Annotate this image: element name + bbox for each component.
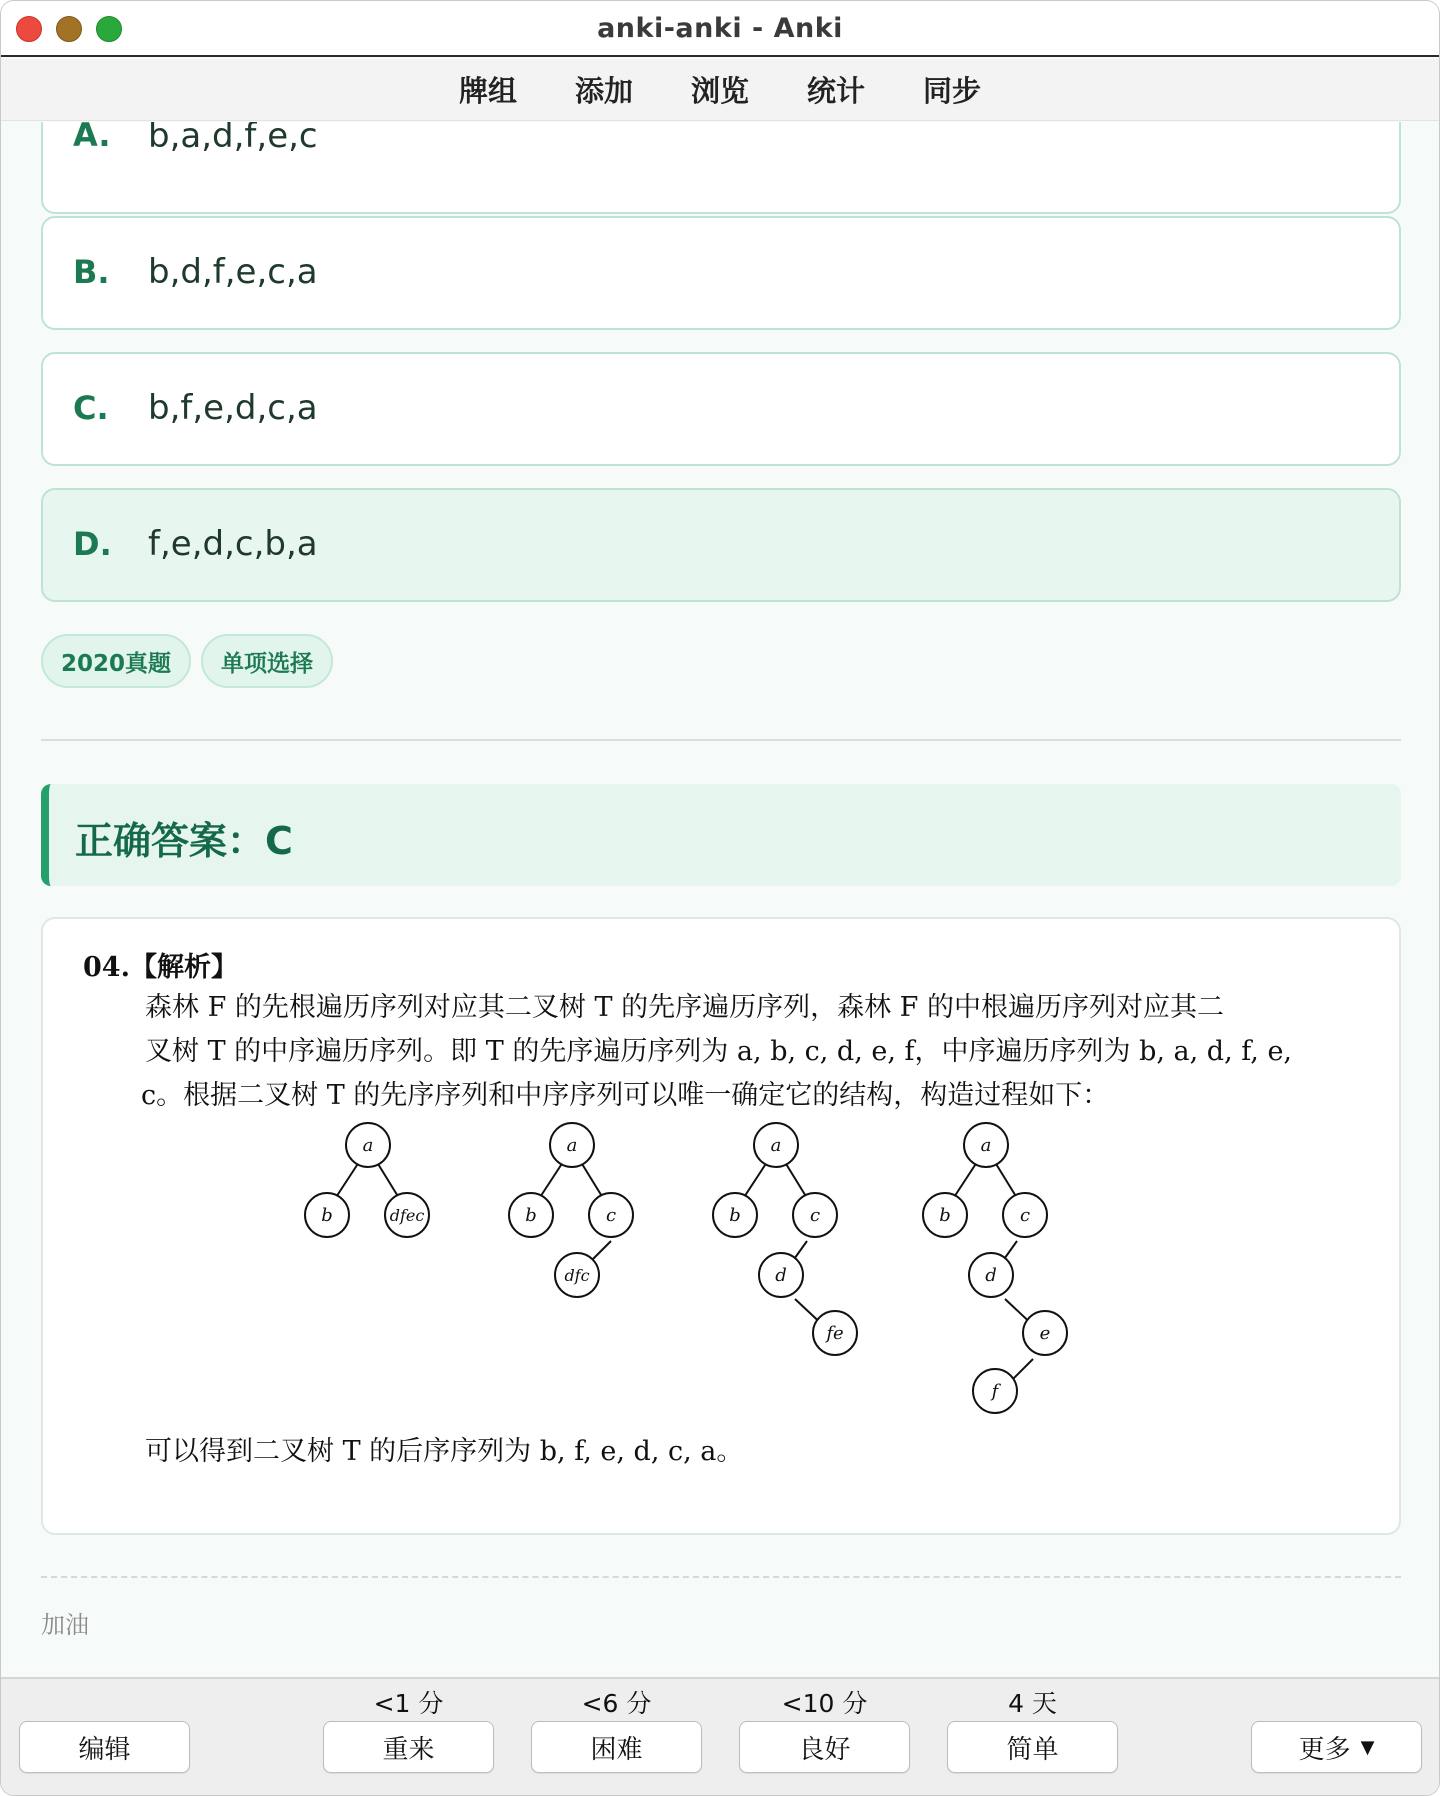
option-b[interactable]	[41, 216, 1401, 330]
analysis-line: 森林 F 的先根遍历序列对应其二叉树 T 的先序遍历序列，森林 F 的中根遍历序列对应其二	[145, 992, 1224, 1023]
review-bottom-bar	[1, 1677, 1439, 1796]
tree-node-label: c	[809, 1205, 821, 1226]
tree-node-label: d	[775, 1265, 787, 1286]
tree-node-label: a	[980, 1135, 992, 1156]
analysis-line: c。根据二叉树 T 的先序序列和中序序列可以唯一确定它的结构，构造过程如下：	[141, 1080, 1110, 1111]
window-title: anki-anki - Anki	[597, 13, 843, 44]
tree-node-label: a	[362, 1135, 374, 1156]
hard-button[interactable]: 困难	[531, 1721, 702, 1773]
edit-button[interactable]: 编辑	[19, 1721, 190, 1773]
footer-note: 加油	[41, 1611, 89, 1639]
analysis-conclusion: 可以得到二叉树 T 的后序序列为 b, f, e, d, c, a。	[145, 1436, 744, 1467]
good-interval: <10 分	[781, 1689, 868, 1718]
again-interval: <1 分	[373, 1689, 444, 1718]
caret-down-icon: ▼	[1360, 1736, 1375, 1758]
option-text: b,a,d,f,e,c	[148, 122, 318, 156]
analysis-heading: 04.【解析】	[83, 952, 238, 983]
tree-node-label: a	[566, 1135, 578, 1156]
option-a[interactable]	[41, 122, 1401, 214]
menu-decks[interactable]: 牌组	[458, 74, 517, 108]
tree-node-label: c	[605, 1205, 617, 1226]
menu-browse[interactable]: 浏览	[690, 74, 749, 108]
tree-node-label: c	[1019, 1205, 1031, 1226]
menu-sync[interactable]: 同步	[923, 74, 982, 108]
divider	[41, 739, 1401, 741]
option-c[interactable]	[41, 352, 1401, 466]
tree-node-label: dfc	[564, 1266, 590, 1285]
tree-node-label: b	[321, 1205, 333, 1226]
again-button[interactable]: 重来	[323, 1721, 494, 1773]
option-text: b,f,e,d,c,a	[148, 388, 318, 428]
option-d[interactable]	[41, 488, 1401, 602]
option-letter: B.	[73, 253, 110, 291]
dashed-divider	[41, 1576, 1401, 1578]
tree-node-label: e	[1039, 1323, 1051, 1344]
correct-answer-text: 正确答案：C	[75, 819, 293, 863]
menu-stats[interactable]: 统计	[807, 74, 866, 108]
tree-node-label: a	[770, 1135, 782, 1156]
hard-interval: <6 分	[581, 1689, 652, 1718]
option-text: f,e,d,c,b,a	[148, 524, 318, 564]
more-button-label: 更多	[1298, 1734, 1351, 1765]
tree-node-label: f	[991, 1381, 999, 1402]
tree-node-label: b	[939, 1205, 951, 1226]
easy-interval: 4 天	[1008, 1689, 1057, 1718]
more-button[interactable]	[1251, 1721, 1422, 1773]
option-letter: C.	[73, 389, 109, 427]
tag-2020[interactable]: 2020真题	[41, 634, 191, 688]
option-text: b,d,f,e,c,a	[148, 252, 318, 292]
correct-answer-box	[41, 784, 1401, 886]
tag-single-choice[interactable]: 单项选择	[201, 634, 333, 688]
tree-construction-diagram	[293, 1119, 1143, 1419]
tree-node-label: b	[729, 1205, 741, 1226]
option-letter: D.	[73, 525, 112, 563]
analysis-panel	[41, 917, 1401, 1535]
good-button[interactable]: 良好	[739, 1721, 910, 1773]
tag-list	[41, 634, 333, 688]
menu-add[interactable]: 添加	[574, 74, 633, 108]
tree-node-label: b	[525, 1205, 537, 1226]
tree-node-label: dfec	[389, 1206, 425, 1225]
tree-node-label: fe	[826, 1323, 844, 1344]
main-toolbar	[1, 59, 1439, 121]
tree-node-label: d	[985, 1265, 997, 1286]
option-letter: A.	[73, 122, 111, 154]
title-bar	[1, 1, 1439, 57]
card-content	[1, 122, 1439, 1677]
analysis-line: 叉树 T 的中序遍历序列。即 T 的先序遍历序列为 a, b, c, d, e, f，中序遍历序列为 b, a, d, f, e,	[145, 1036, 1293, 1067]
easy-button[interactable]: 简单	[947, 1721, 1118, 1773]
